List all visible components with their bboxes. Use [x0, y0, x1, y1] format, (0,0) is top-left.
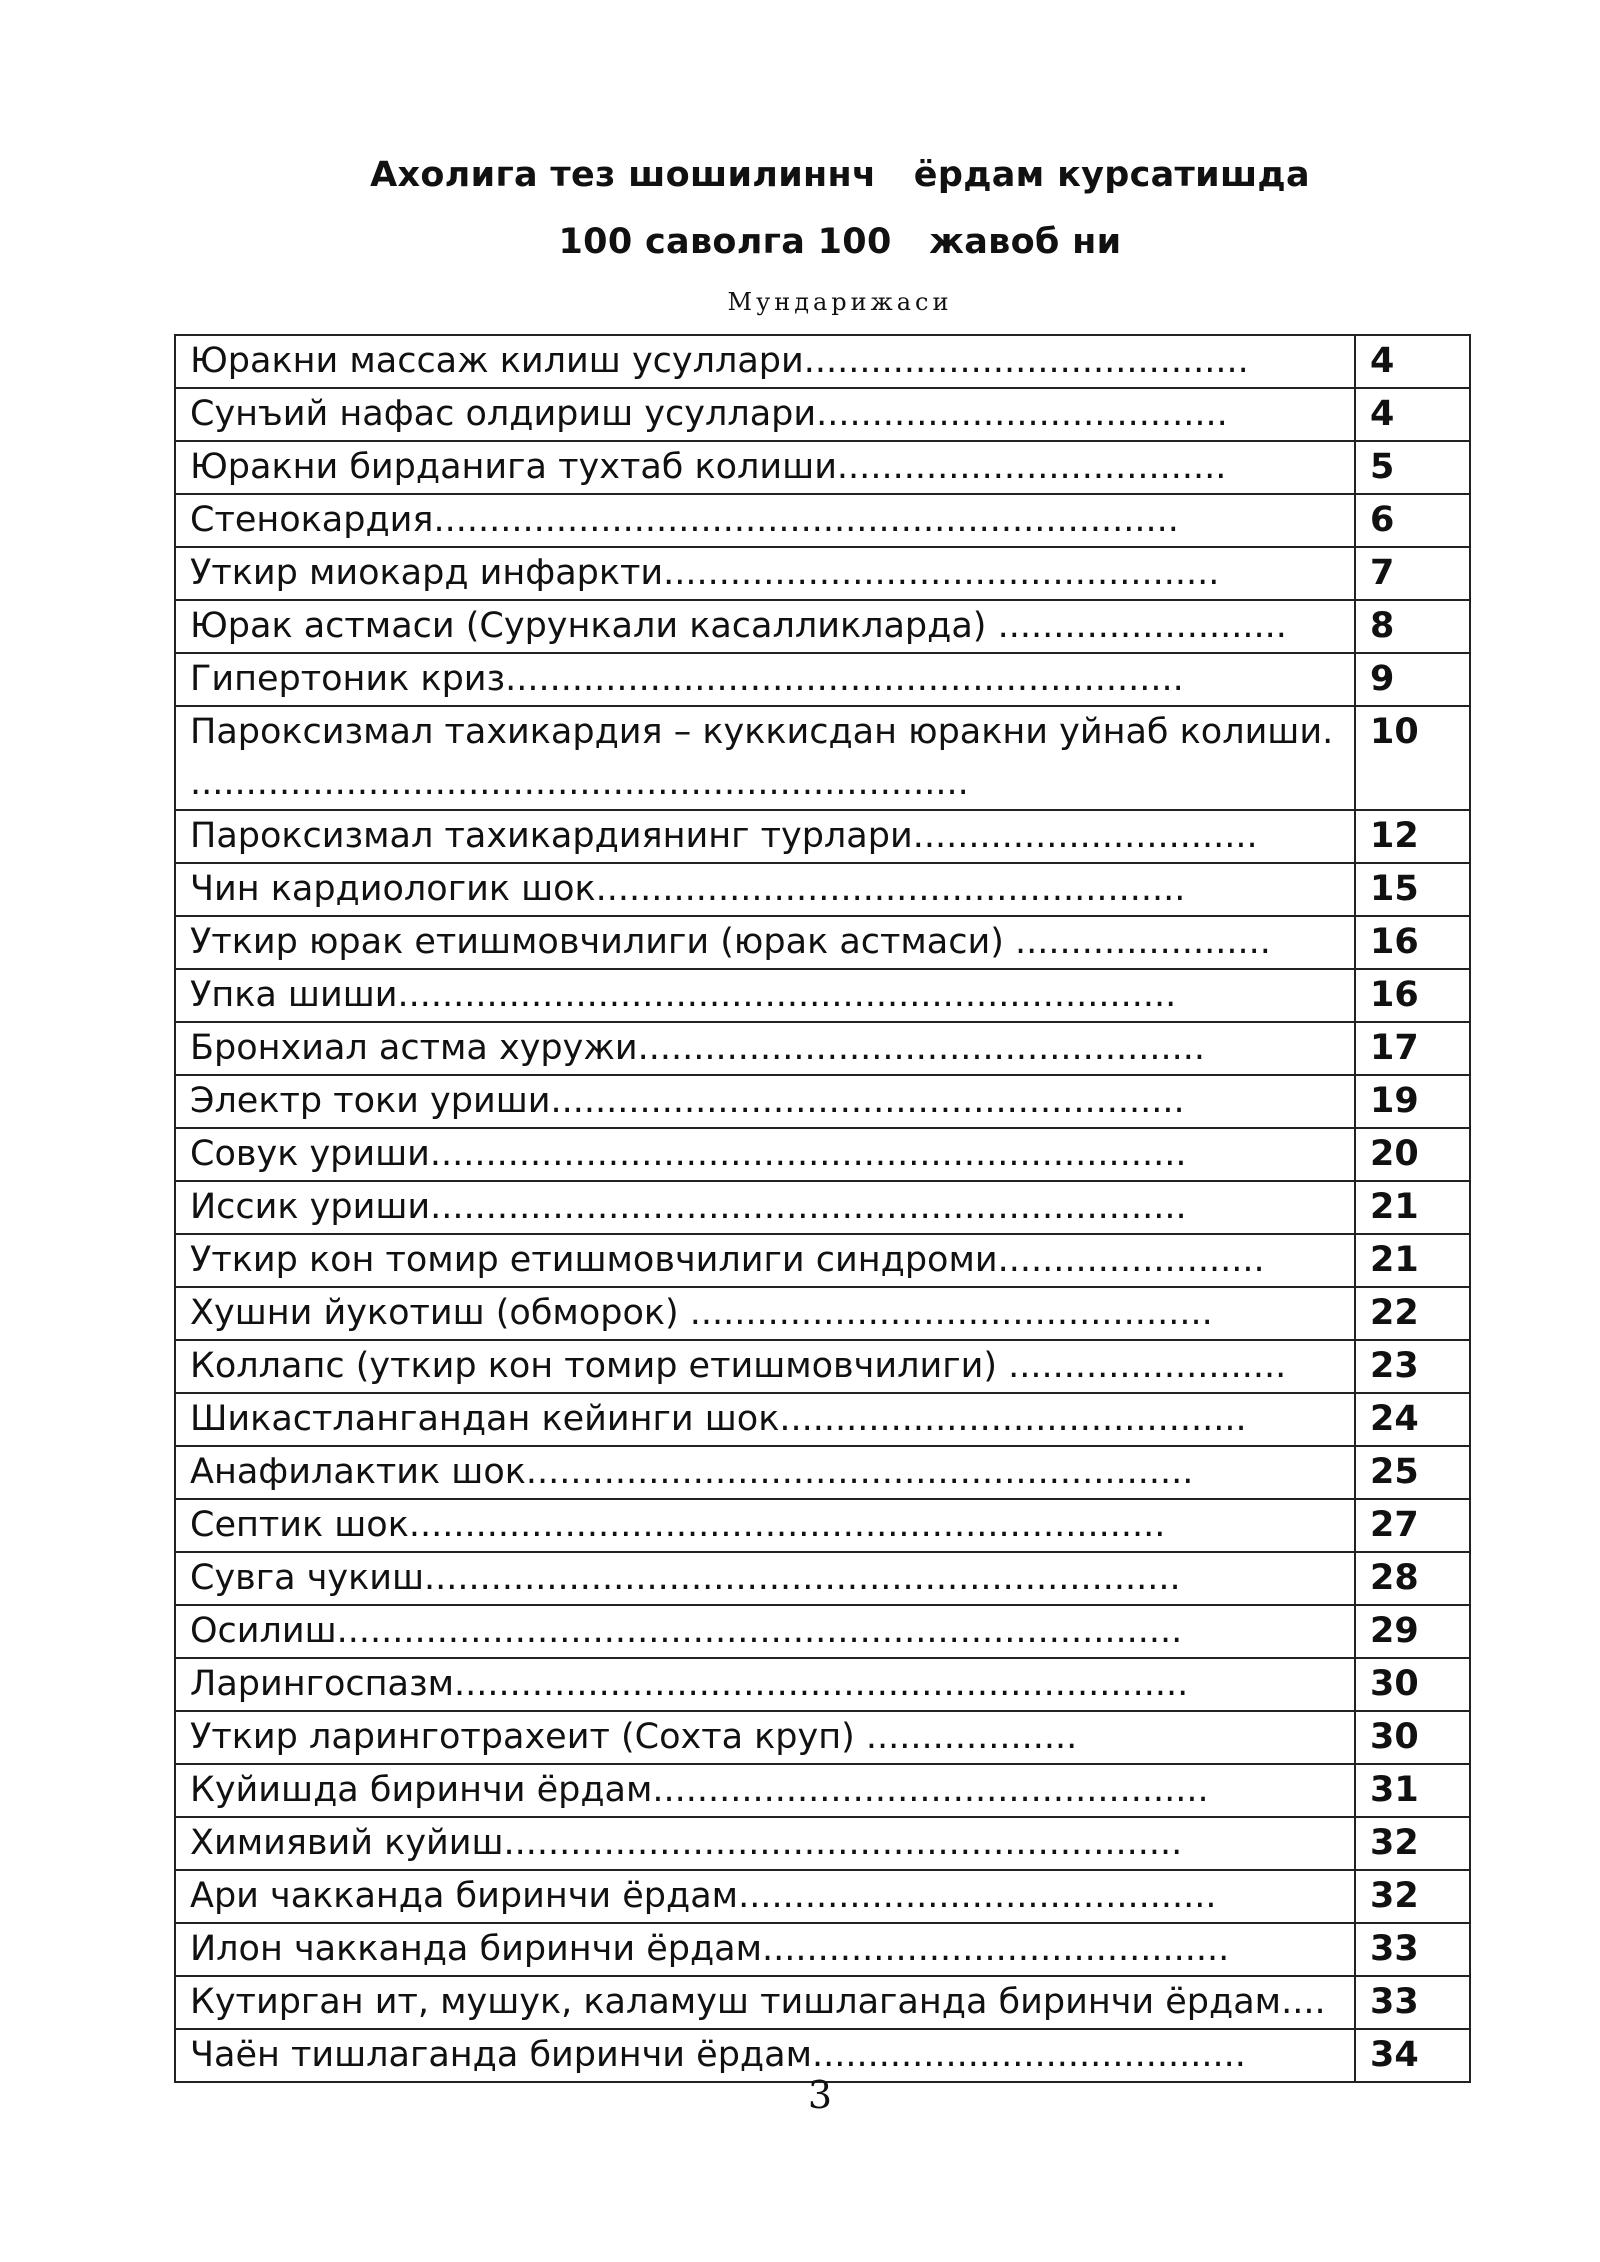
- toc-page-number: 4: [1355, 335, 1470, 388]
- toc-page-number: 25: [1355, 1446, 1470, 1499]
- toc-entry-cell: [175, 969, 1355, 1022]
- toc-row: [175, 1128, 1470, 1181]
- toc-entry-cell: [175, 1393, 1355, 1446]
- toc-entry-cell: [175, 1181, 1355, 1234]
- toc-page-number: 29: [1355, 1605, 1470, 1658]
- toc-page-number: 5: [1355, 441, 1470, 494]
- toc-page-number: 33: [1355, 1923, 1470, 1976]
- toc-entry-cell: [175, 335, 1355, 388]
- toc-entry-cell: [175, 600, 1355, 653]
- toc-entry-cell: [175, 1287, 1355, 1340]
- toc-entry-cell: [175, 1711, 1355, 1764]
- toc-entry-title: Куйишда биринчи ёрдам..................................................: [190, 1770, 1209, 1810]
- toc-row: [175, 1817, 1470, 1870]
- toc-entry-cell: [175, 1128, 1355, 1181]
- toc-entry-cell: [175, 1658, 1355, 1711]
- toc-entry-title: Ларингоспазм..................................................................: [190, 1664, 1189, 1704]
- toc-page-number: 32: [1355, 1817, 1470, 1870]
- toc-page-number: 22: [1355, 1287, 1470, 1340]
- toc-entry-cell: [175, 1552, 1355, 1605]
- toc-row: [175, 1764, 1470, 1817]
- toc-page-number: 23: [1355, 1340, 1470, 1393]
- toc-row: [175, 1605, 1470, 1658]
- toc-entry-cell: [175, 388, 1355, 441]
- toc-page-number: 28: [1355, 1552, 1470, 1605]
- toc-entry-title: Электр токи уриши.........................................................: [190, 1081, 1185, 1121]
- toc-entry-title: Уткир миокард инфаркти..................................................: [190, 553, 1220, 593]
- toc-row: [175, 1287, 1470, 1340]
- toc-entry-title: Пароксизмал тахикардия – куккисдан юракни уйнаб колиши. ......................................................................: [190, 712, 1334, 803]
- toc-entry-title: Пароксизмал тахикардиянинг турлари...............................: [190, 816, 1258, 856]
- toc-row: [175, 1446, 1470, 1499]
- toc-entry-cell: [175, 441, 1355, 494]
- toc-entry-cell: [175, 1764, 1355, 1817]
- toc-entry-title: Иссик уриши....................................................................: [190, 1187, 1187, 1227]
- toc-entry-title: Гипертоник криз.............................................................: [190, 659, 1184, 699]
- toc-page-number: 31: [1355, 1764, 1470, 1817]
- toc-page-number: 30: [1355, 1711, 1470, 1764]
- toc-row: [175, 863, 1470, 916]
- toc-entry-cell: [175, 1870, 1355, 1923]
- toc-page-number: 19: [1355, 1075, 1470, 1128]
- toc-row: [175, 1552, 1470, 1605]
- toc-row: [175, 1658, 1470, 1711]
- toc-row: [175, 1234, 1470, 1287]
- toc-entry-cell: [175, 1817, 1355, 1870]
- toc-page-number: 6: [1355, 494, 1470, 547]
- toc-entry-title: Кутирган ит, мушук, каламуш тишлаганда биринчи ёрдам....: [190, 1982, 1326, 2022]
- toc-entry-cell: [175, 1022, 1355, 1075]
- toc-row: [175, 1340, 1470, 1393]
- toc-row: [175, 969, 1470, 1022]
- toc-page-number: 20: [1355, 1128, 1470, 1181]
- toc-row: [175, 810, 1470, 863]
- document-title-line-1: Ахолига тез шошилиннч ёрдам курсатишда: [370, 155, 1310, 195]
- toc-page-number: 21: [1355, 1234, 1470, 1287]
- toc-entry-title: Септик шок....................................................................: [190, 1505, 1166, 1545]
- toc-entry-title: Уткир юрак етишмовчилиги (юрак астмаси) .......................: [190, 922, 1271, 962]
- toc-entry-title: Чаён тишлаганда биринчи ёрдам.......................................: [190, 2035, 1246, 2075]
- toc-page-number: 16: [1355, 916, 1470, 969]
- toc-entry-title: Шикастлангандан кейинги шок..........................................: [190, 1399, 1247, 1439]
- toc-entry-cell: [175, 1976, 1355, 2029]
- toc-body: [175, 335, 1470, 2082]
- toc-entry-title: Юрак астмаси (Сурункали касалликларда) ..........................: [190, 606, 1287, 646]
- toc-page-number: 17: [1355, 1022, 1470, 1075]
- toc-entry-title: Стенокардия...................................................................: [190, 500, 1179, 540]
- contents-heading: Мундарижаси: [727, 288, 953, 316]
- toc-entry-cell: [175, 1605, 1355, 1658]
- toc-entry-cell: [175, 1446, 1355, 1499]
- toc-entry-title: Юракни бирданига тухтаб колиши...................................: [190, 447, 1227, 487]
- toc-row: [175, 1870, 1470, 1923]
- toc-entry-cell: [175, 863, 1355, 916]
- toc-page-number: 24: [1355, 1393, 1470, 1446]
- toc-row: [175, 441, 1470, 494]
- toc-row: [175, 1022, 1470, 1075]
- toc-row: [175, 916, 1470, 969]
- toc-entry-cell: [175, 1923, 1355, 1976]
- toc-page-number: 27: [1355, 1499, 1470, 1552]
- toc-page-number: 16: [1355, 969, 1470, 1022]
- toc-entry-title: Сунъий нафас олдириш усуллари.....................................: [190, 394, 1228, 434]
- toc-entry-cell: [175, 916, 1355, 969]
- toc-page-number: 9: [1355, 653, 1470, 706]
- toc-entry-title: Ари чакканда биринчи ёрдам...........................................: [190, 1876, 1217, 1916]
- table-of-contents: [174, 334, 1471, 2083]
- toc-row: [175, 1181, 1470, 1234]
- toc-page-number: 7: [1355, 547, 1470, 600]
- toc-entry-title: Илон чакканда биринчи ёрдам..........................................: [190, 1929, 1230, 1969]
- toc-page-number: 33: [1355, 1976, 1470, 2029]
- toc-row: [175, 600, 1470, 653]
- toc-entry-title: Уткир ларинготрахеит (Сохта круп) ...................: [190, 1717, 1078, 1757]
- toc-page-number: 21: [1355, 1181, 1470, 1234]
- toc-entry-cell: [175, 547, 1355, 600]
- toc-page-number: 15: [1355, 863, 1470, 916]
- toc-row: [175, 547, 1470, 600]
- document-title-line-2: 100 саволга 100 жавоб ни: [558, 222, 1122, 262]
- toc-row: [175, 1075, 1470, 1128]
- toc-row: [175, 706, 1470, 810]
- toc-entry-title: Осилиш............................................................................: [190, 1611, 1183, 1651]
- toc-row: [175, 1393, 1470, 1446]
- toc-page-number: 34: [1355, 2029, 1470, 2082]
- toc-entry-title: Хушни йукотиш (обморок) ...............................................: [190, 1293, 1213, 1333]
- toc-entry-title: Упка шиши......................................................................: [190, 975, 1177, 1015]
- toc-entry-title: Сувга чукиш....................................................................: [190, 1558, 1181, 1598]
- toc-row: [175, 1499, 1470, 1552]
- toc-entry-title: Коллапс (уткир кон томир етишмовчилиги) .........................: [190, 1346, 1287, 1386]
- toc-page-number: 10: [1355, 706, 1470, 810]
- toc-row: [175, 653, 1470, 706]
- toc-entry-title: Химиявий куйиш.............................................................: [190, 1823, 1183, 1863]
- page-number: 3: [807, 2073, 833, 2117]
- toc-entry-title: Бронхиал астма хуружи...................................................: [190, 1028, 1206, 1068]
- toc-page-number: 32: [1355, 1870, 1470, 1923]
- toc-entry-cell: [175, 1499, 1355, 1552]
- toc-entry-title: Совук уриши....................................................................: [190, 1134, 1187, 1174]
- toc-entry-cell: [175, 653, 1355, 706]
- toc-entry-cell: [175, 1340, 1355, 1393]
- toc-row: [175, 388, 1470, 441]
- toc-entry-title: Юракни массаж килиш усуллари........................................: [190, 341, 1249, 381]
- toc-row: [175, 1923, 1470, 1976]
- toc-entry-cell: [175, 1234, 1355, 1287]
- toc-page-number: 30: [1355, 1658, 1470, 1711]
- toc-entry-cell: [175, 1075, 1355, 1128]
- toc-entry-title: Уткир кон томир етишмовчилиги синдроми........................: [190, 1240, 1265, 1280]
- toc-row: [175, 494, 1470, 547]
- toc-entry-cell: [175, 706, 1355, 810]
- toc-page-number: 8: [1355, 600, 1470, 653]
- toc-page-number: 4: [1355, 388, 1470, 441]
- toc-entry-title: Чин кардиологик шок.....................................................: [190, 869, 1186, 909]
- toc-page-number: 12: [1355, 810, 1470, 863]
- toc-entry-cell: [175, 810, 1355, 863]
- toc-row: [175, 1976, 1470, 2029]
- toc-entry-title: Анафилактик шок............................................................: [190, 1452, 1194, 1492]
- toc-entry-cell: [175, 494, 1355, 547]
- toc-row: [175, 1711, 1470, 1764]
- toc-row: [175, 335, 1470, 388]
